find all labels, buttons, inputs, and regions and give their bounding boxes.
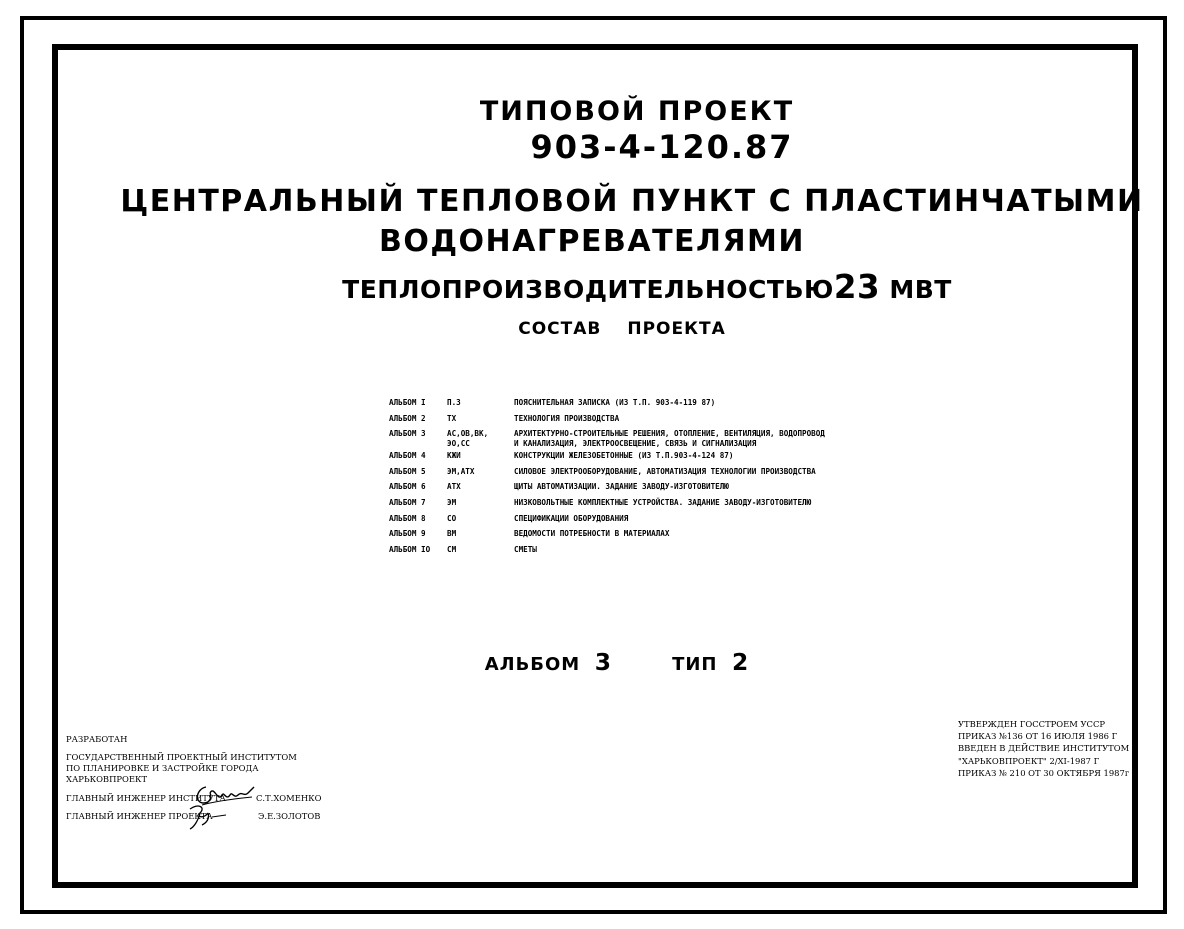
project-number: 903-4-120.87 [530, 128, 794, 166]
album-title: СИЛОВОЕ ЭЛЕКТРООБОРУДОВАНИЕ, АВТОМАТИЗАЦИЯ ТЕХНОЛОГИИ ПРОИЗВОДСТВА [514, 466, 816, 476]
album-title: КОНСТРУКЦИИ ЖЕЛЕЗОБЕТОННЫЕ (ИЗ Т.П.903-4-124 87) [514, 451, 734, 461]
approval-line4: "ХАРЬКОВПРОЕКТ" 2/XI-1987 Г [958, 755, 1100, 766]
album-label: АЛЬБОМ IO [389, 544, 431, 554]
album-type-type-label: ТИП [672, 654, 718, 675]
project-name-line2: ВОДОНАГРЕВАТЕЛЯМИ [378, 224, 806, 259]
album-code: СО [447, 513, 457, 523]
album-title: ВЕДОМОСТИ ПОТРЕБНОСТИ В МАТЕРИАЛАХ [514, 529, 670, 539]
album-code: ЭМ,АТХ [447, 466, 475, 476]
album-title: ЩИТЫ АВТОМАТИЗАЦИИ. ЗАДАНИЕ ЗАВОДУ-ИЗГОТОВИТЕЛЮ [514, 482, 729, 492]
album-code: СМ [447, 544, 457, 554]
chief-engineer-institute-line [66, 789, 322, 807]
capacity-unit: МВТ [889, 275, 952, 304]
album-code: АТХ [447, 482, 461, 492]
approval-line2: ПРИКАЗ №136 ОТ 16 ИЮЛЯ 1986 Г [958, 731, 1118, 742]
album-label: АЛЬБОМ 5 [389, 466, 426, 476]
album-title [514, 429, 825, 449]
album-code: КЖИ [447, 451, 461, 461]
chief-engineer-project-line [66, 807, 321, 825]
album-label: АЛЬБОМ 2 [389, 413, 426, 423]
album-label: АЛЬБОМ I [389, 398, 426, 407]
capacity-value: 23 [833, 268, 881, 306]
capacity-line [0, 268, 1184, 306]
album-title: СМЕТЫ [514, 544, 537, 554]
chief-engineer-project-label: ГЛАВНЫЙ ИНЖЕНЕР ПРОЕКТА [66, 811, 213, 821]
album-title-line2: И КАНАЛИЗАЦИЯ, ЭЛЕКТРООСВЕЩЕНИЕ, СВЯЗЬ И СИГНАЛИЗАЦИЯ [514, 439, 757, 449]
album-code: ТХ [447, 413, 457, 423]
album-type-line [0, 648, 1184, 676]
album-label: АЛЬБОМ 9 [389, 529, 426, 539]
approval-line3: ВВЕДЕН В ДЕЙСТВИЕ ИНСТИТУТОМ [958, 743, 1130, 754]
album-label: АЛЬБОМ 8 [389, 513, 426, 523]
album-title: ТЕХНОЛОГИЯ ПРОИЗВОДСТВА [514, 413, 620, 423]
composition-heading [0, 319, 1184, 339]
album-label: АЛЬБОМ 7 [389, 497, 426, 507]
album-label: АЛЬБОМ 4 [389, 451, 426, 461]
composition-word2: ПРОЕКТА [627, 319, 726, 339]
album-code-line1: АС,ОВ,ВК, [447, 429, 489, 439]
album-title: ПОЯСНИТЕЛЬНАЯ ЗАПИСКА (ИЗ Т.П. 903-4-119 87) [514, 398, 716, 407]
album-code: ВМ [447, 529, 457, 539]
album-code-line2: ЭО,СС [447, 439, 470, 449]
album-code: ЭМ [447, 497, 457, 507]
album-title: НИЗКОВОЛЬТНЫЕ КОМПЛЕКТНЫЕ УСТРОЙСТВА. ЗАДАНИЕ ЗАВОДУ-ИЗГОТОВИТЕЛЮ [514, 497, 812, 507]
project-type-title: ТИПОВОЙ ПРОЕКТ [479, 96, 795, 127]
signature-zolotov [186, 801, 246, 831]
album-title-line1: АРХИТЕКТУРНО-СТРОИТЕЛЬНЫЕ РЕШЕНИЯ, ОТОПЛЕНИЕ, ВЕНТИЛЯЦИЯ, ВОДОПРОВОД [514, 429, 825, 439]
album-type-album-label: АЛЬБОМ [484, 654, 581, 675]
composition-word1: СОСТАВ [518, 319, 602, 339]
chief-engineer-project-name: Э.Е.ЗОЛОТОВ [258, 811, 321, 821]
album-type-type-value: 2 [732, 648, 750, 676]
approval-line1: УТВЕРЖДЕН ГОССТРОЕМ УССР [958, 719, 1106, 729]
developer-org-line1: ГОСУДАРСТВЕННЫЙ ПРОЕКТНЫЙ ИНСТИТУТОМ [66, 752, 297, 762]
album-label: АЛЬБОМ 6 [389, 482, 426, 492]
approval-block [958, 718, 1129, 779]
capacity-text: ТЕПЛОПРОИЗВОДИТЕЛЬНОСТЬЮ [342, 275, 834, 304]
album-label: АЛЬБОМ 3 [389, 429, 426, 439]
project-name-line1: ЦЕНТРАЛЬНЫЙ ТЕПЛОВОЙ ПУНКТ С ПЛАСТИНЧАТЫМИ [120, 184, 1144, 219]
album-type-album-value: 3 [594, 648, 613, 676]
album-code: П.З [447, 398, 461, 407]
chief-engineer-institute-name: С.Т.ХОМЕНКО [256, 793, 322, 803]
chief-engineer-institute-label: ГЛАВНЫЙ ИНЖЕНЕР ИНСТИТУТА [66, 793, 226, 803]
developer-org-line3: ХАРЬКОВПРОЕКТ [66, 774, 148, 784]
developer-header: РАЗРАБОТАН [66, 734, 128, 744]
developer-org-line2: ПО ПЛАНИРОВКЕ И ЗАСТРОЙКЕ ГОРОДА [66, 763, 259, 773]
album-title: СПЕЦИФИКАЦИИ ОБОРУДОВАНИЯ [514, 513, 629, 523]
approval-line5: ПРИКАЗ № 210 ОТ 30 ОКТЯБРЯ 1987г [958, 767, 1130, 778]
album-code [447, 429, 488, 449]
developer-block [66, 734, 322, 825]
